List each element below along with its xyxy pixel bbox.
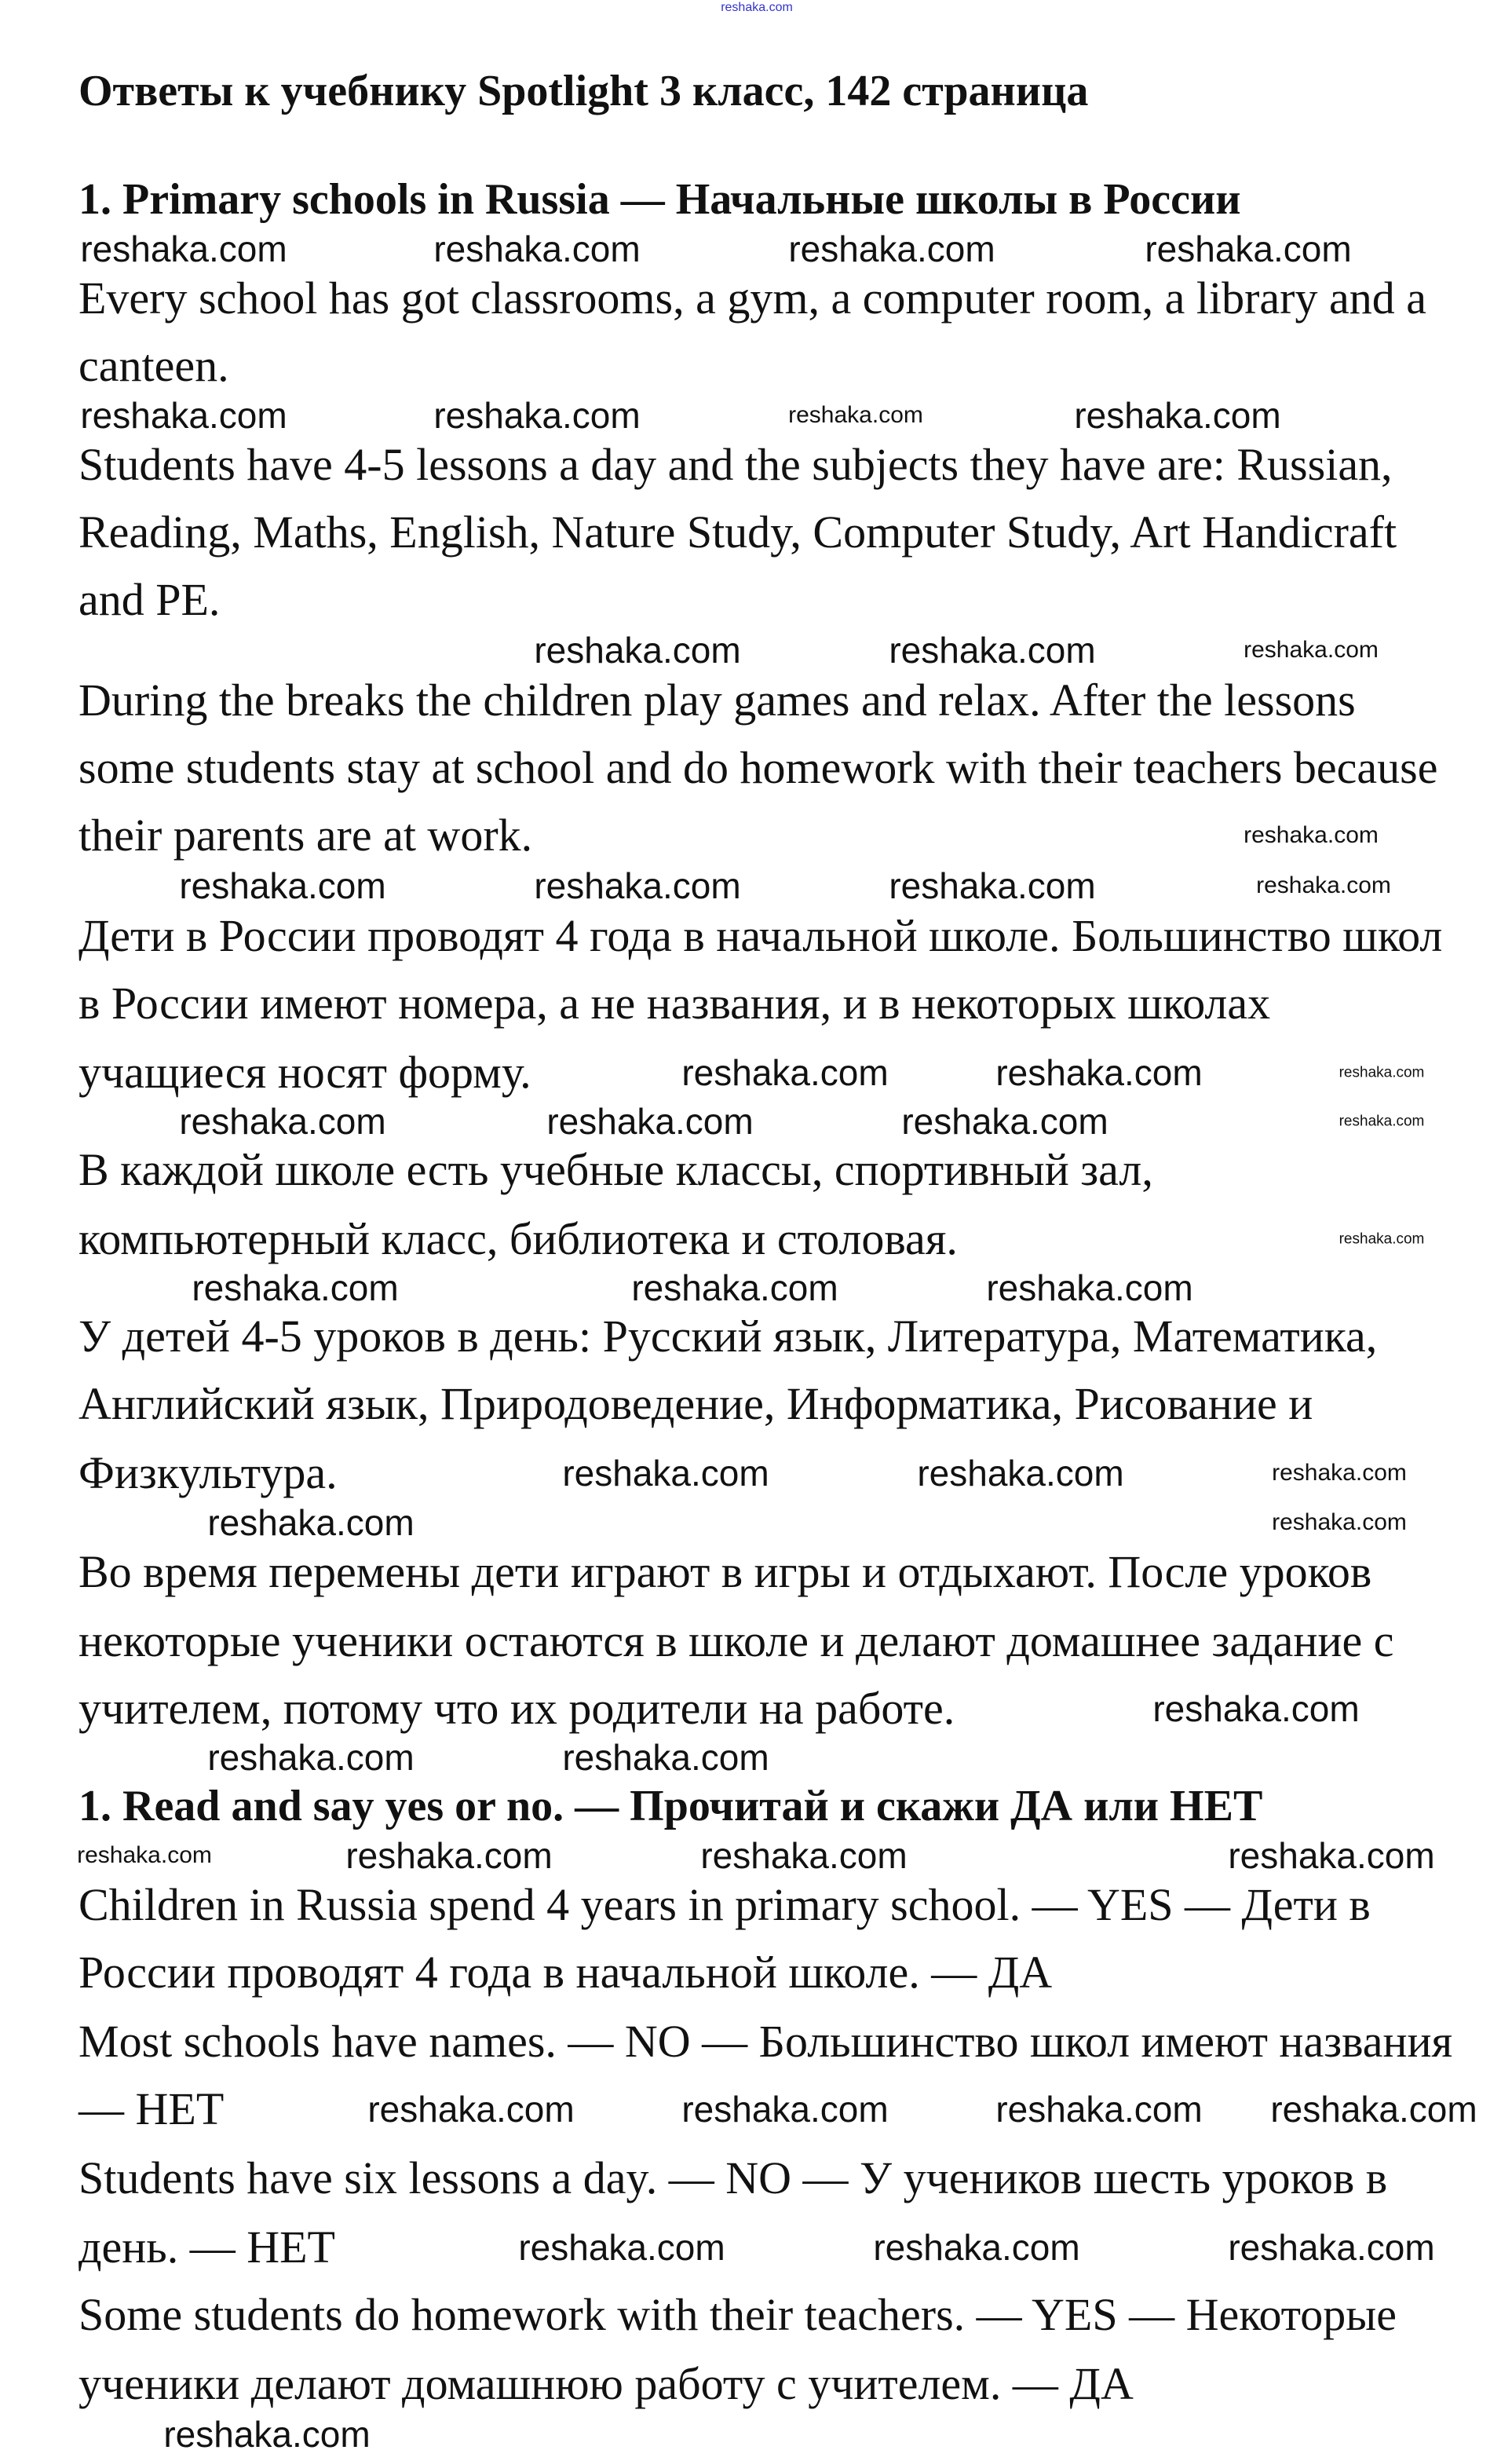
watermark: reshaka.com <box>207 1502 415 1543</box>
text-line: учителем, потому что их родители на работе. <box>79 1683 955 1734</box>
text-line: — НЕТ <box>79 2083 225 2134</box>
section-heading: 1. Read and say yes or no. — Прочитай и скажи ДА или НЕТ <box>79 1782 1263 1830</box>
text-line: ученики делают домашнюю работу с учителем. — ДА <box>79 2358 1134 2409</box>
page-title: Ответы к учебнику Spotlight 3 класс, 142 страница <box>79 67 1089 115</box>
watermark: reshaka.com <box>80 229 287 269</box>
text-line: учащиеся носят форму. <box>79 1047 531 1098</box>
watermark: reshaka.com <box>995 1052 1203 1093</box>
watermark: reshaka.com <box>1339 1113 1425 1130</box>
text-line: У детей 4-5 уроков в день: Русский язык, Литература, Математика, <box>79 1311 1378 1362</box>
text-line: компьютерный класс, библиотека и столовая. <box>79 1213 958 1264</box>
watermark: reshaka.com <box>433 395 641 436</box>
text-line: During the breaks the children play games and relax. After the lessons <box>79 675 1356 726</box>
watermark: reshaka.com <box>192 1267 399 1308</box>
watermark: reshaka.com <box>77 1842 212 1868</box>
watermark: reshaka.com <box>179 1101 386 1142</box>
text-line: России проводят 4 года в начальной школе. — ДА <box>79 1947 1053 1998</box>
watermark: reshaka.com <box>681 1052 889 1093</box>
text-line: Students have six lessons a day. — NO — У учеников шесть уроков в <box>79 2152 1388 2203</box>
text-line: Some students do homework with their teachers. — YES — Некоторые <box>79 2289 1397 2340</box>
watermark: reshaka.com <box>179 865 386 906</box>
watermark: reshaka.com <box>1244 637 1379 663</box>
section-heading: 1. Primary schools in Russia — Начальные школы в России <box>79 175 1241 224</box>
text-line: and PE. <box>79 574 221 625</box>
watermark: reshaka.com <box>788 229 995 269</box>
watermark: reshaka.com <box>1074 395 1281 436</box>
text-line: Children in Russia spend 4 years in primary school. — YES — Дети в <box>79 1879 1371 1930</box>
text-line: canteen. <box>79 340 229 391</box>
watermark: reshaka.com <box>631 1267 838 1308</box>
text-line: Students have 4-5 lessons a day and the subjects they have are: Russian, <box>79 439 1393 490</box>
text-line: Most schools have names. — NO — Большинство школ имеют названия <box>79 2016 1453 2067</box>
watermark: reshaka.com <box>889 630 1096 671</box>
watermark: reshaka.com <box>995 2089 1203 2130</box>
watermark: reshaka.com <box>1272 1460 1407 1486</box>
watermark: reshaka.com <box>1228 2227 1435 2268</box>
watermark: reshaka.com <box>788 402 923 428</box>
watermark: reshaka.com <box>562 1737 769 1778</box>
watermark: reshaka.com <box>1256 872 1391 898</box>
watermark: reshaka.com <box>889 865 1096 906</box>
watermark: reshaka.com <box>433 229 641 269</box>
header-link[interactable]: reshaka.com <box>721 1 793 14</box>
watermark: reshaka.com <box>700 1835 908 1876</box>
watermark: reshaka.com <box>1145 229 1352 269</box>
watermark: reshaka.com <box>546 1101 754 1142</box>
text-line: some students stay at school and do homework with their teachers because <box>79 742 1438 793</box>
watermark: reshaka.com <box>986 1267 1193 1308</box>
text-line: Во время перемены дети играют в игры и отдыхают. После уроков <box>79 1546 1372 1597</box>
watermark: reshaka.com <box>681 2089 889 2130</box>
text-line: В каждой школе есть учебные классы, спортивный зал, <box>79 1144 1153 1195</box>
watermark: reshaka.com <box>917 1453 1124 1494</box>
watermark: reshaka.com <box>901 1101 1108 1142</box>
watermark: reshaka.com <box>1270 2089 1477 2130</box>
watermark: reshaka.com <box>163 2414 371 2455</box>
watermark: reshaka.com <box>80 395 287 436</box>
text-line: their parents are at work. <box>79 810 533 861</box>
watermark: reshaka.com <box>873 2227 1080 2268</box>
watermark: reshaka.com <box>1244 822 1379 848</box>
text-line: Reading, Maths, English, Nature Study, Computer Study, Art Handicraft <box>79 506 1397 558</box>
text-line: Дети в России проводят 4 года в начальной школе. Большинство школ <box>79 910 1443 961</box>
watermark: reshaka.com <box>1339 1230 1425 1248</box>
watermark: reshaka.com <box>534 630 741 671</box>
text-line: в России имеют номера, а не названия, и в некоторых школах <box>79 978 1271 1029</box>
watermark: reshaka.com <box>207 1737 415 1778</box>
watermark: reshaka.com <box>1339 1064 1425 1081</box>
watermark: reshaka.com <box>345 1835 553 1876</box>
watermark: reshaka.com <box>534 865 741 906</box>
watermark: reshaka.com <box>367 2089 575 2130</box>
text-line: день. — НЕТ <box>79 2221 335 2273</box>
text-line: Физкультура. <box>79 1447 338 1498</box>
watermark: reshaka.com <box>1152 1688 1360 1729</box>
watermark: reshaka.com <box>1272 1509 1407 1535</box>
watermark: reshaka.com <box>562 1453 769 1494</box>
watermark: reshaka.com <box>518 2227 725 2268</box>
text-line: Английский язык, Природоведение, Информатика, Рисование и <box>79 1378 1313 1429</box>
watermark: reshaka.com <box>1228 1835 1435 1876</box>
text-line: некоторые ученики остаются в школе и делают домашнее задание с <box>79 1615 1394 1666</box>
text-line: Every school has got classrooms, a gym, a computer room, a library and a <box>79 272 1426 324</box>
